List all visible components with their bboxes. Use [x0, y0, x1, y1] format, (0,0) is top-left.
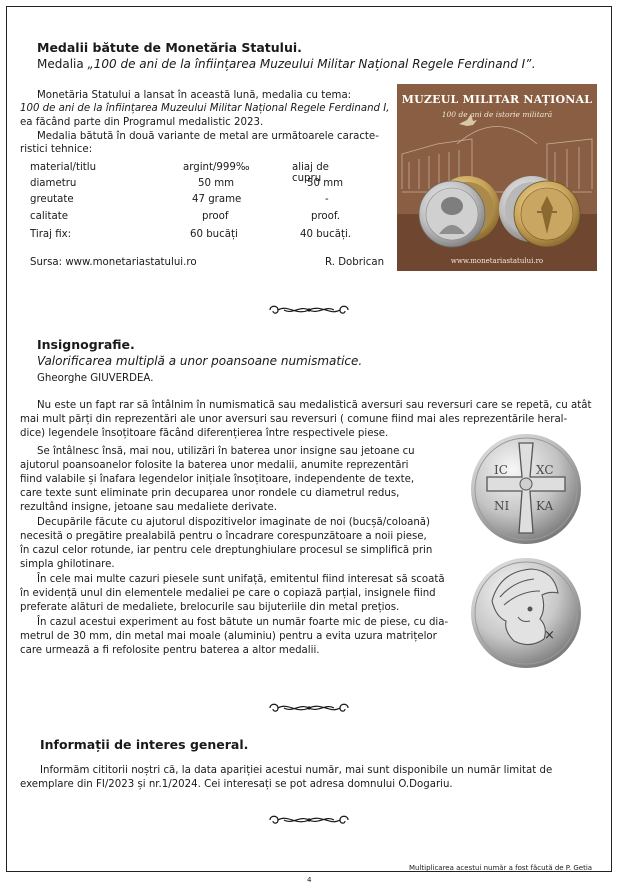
section1-title: Medalii bătute de Monetăria Statului. [37, 40, 302, 55]
info-line: exemplare din FI/2023 și nr.1/2024. Cei interesați se pot adresa domnului O.Dogariu. [20, 779, 453, 790]
body-line: care urmează a fi refolosite pentru baterea a altor medalii. [20, 645, 320, 656]
info-line: Informăm cititorii noștri că, la data apariției acestui număr, mai sunt disponibile un număr limitat de [40, 765, 553, 776]
spec-silver: argint/999‰ [183, 162, 250, 173]
subtitle-prefix: Medalia [37, 57, 88, 71]
intro-line: Monetăria Statului a lansat în această lună, medalia cu tema: [37, 90, 352, 101]
spec-silver: 47 grame [192, 194, 242, 205]
spec-label: material/titlu [30, 162, 97, 173]
spec-label: calitate [30, 211, 69, 222]
body-line: metrul de 30 mm, din metal mai moale (aluminiu) pentru a evita uzura matrițelor [20, 631, 437, 642]
body-line: dice) legendele însoțitoare făcând diferențierea între respectivele piese. [20, 428, 389, 439]
spec-silver: 60 bucăți [190, 229, 238, 240]
museum-medal-image [397, 84, 597, 271]
spec-row [30, 194, 360, 207]
spec-silver: proof [202, 211, 229, 222]
spec-copper: 50 mm [307, 178, 344, 189]
footer-note: Multiplicarea acestui număr a fost făcută de P. Getia [409, 864, 593, 872]
section3-title: Informații de interes general. [40, 737, 249, 752]
section2-subtitle: Valorificarea multiplă a unor poansoane numismatice. [37, 354, 363, 368]
section2-author: Gheorghe GIUVERDEA. [37, 373, 154, 384]
subtitle-suffix: . [531, 57, 536, 71]
spec-copper: aliaj de cupru [292, 162, 329, 184]
spec-row [30, 211, 360, 224]
ornament-divider [266, 303, 352, 317]
subtitle-italic: „100 de ani de la înființarea Muzeului Militar Național Regele Ferdinand I” [87, 57, 532, 71]
spec-copper: proof. [311, 211, 340, 222]
body-line: simpla ghilotinare. [20, 559, 115, 570]
spec-copper: - [325, 194, 329, 205]
spec-silver: 50 mm [198, 178, 235, 189]
coin-letters-ni: NI [494, 499, 510, 513]
body-line: În cazul acestui experiment au fost bătute un număr foarte mic de piese, cu dia- [37, 617, 449, 628]
body-line: necesită o pregătire prealabilă pentru o încadrare corespunzătoare a noii piese, [20, 531, 427, 542]
image-subtitle: 100 de ani de istorie militară [441, 110, 553, 119]
coin-letters-ic: IC [494, 463, 508, 477]
author-name: R. Dobrican [325, 257, 385, 268]
body-line: Se întâlnesc însă, mai nou, utilizări în baterea unor insigne sau jetoane cu [37, 446, 415, 457]
ornament-divider [266, 701, 352, 715]
intro-line: 100 de ani de la înființarea Muzeului Militar Național Regele Ferdinand I, [20, 103, 390, 114]
helmet-coin-illustration [470, 557, 582, 669]
coin-letters-xc: XC [536, 463, 554, 477]
body-line: rezultând insigne, jetoane sau medaliete derivate. [20, 502, 277, 513]
page-number: 4 [307, 876, 312, 884]
body-line: mai mult părți din reprezentări ale unor aversuri sau reversuri ( comune fiind mai ales reprezentările heral- [20, 414, 568, 425]
coin-letters-ka: KA [536, 499, 554, 513]
ornament-divider [266, 813, 352, 827]
section1-subtitle [37, 57, 535, 71]
source-line: Sursa: www.monetariastatului.ro [30, 257, 197, 268]
body-line: ajutorul poansoanelor folosite la baterea unor medalii, anumite reprezentări [20, 460, 409, 471]
spec-row [30, 229, 360, 242]
spec-label: greutate [30, 194, 74, 205]
body-line: preferate alături de medaliete, brelocurile sau bijuteriile din metal prețios. [20, 602, 400, 613]
section2-title: Insignografie. [37, 337, 135, 352]
body-line: În cele mai multe cazuri piesele sunt unifață, emitentul fiind interesat să scoată [37, 574, 445, 585]
body-line: fiind valabile și înafara legendelor inițiale însoțitoare, independente de texte, [20, 474, 415, 485]
cross-coin-photo [470, 433, 582, 545]
intro-line: ristici tehnice: [20, 144, 93, 155]
body-line: Decupările făcute cu ajutorul dispozitivelor imaginate de noi (bucșă/coloană) [37, 517, 431, 528]
body-line: Nu este un fapt rar să întâlnim în numismatică sau medalistică aversuri sau reversuri care se repetă, cu atât [37, 400, 592, 411]
body-line: în cazul celor rotunde, iar pentru cele dreptunghiulare procesul se simplifică prin [20, 545, 433, 556]
intro-line: Medalia bătută în două variante de metal are următoarele caracte- [37, 131, 379, 142]
spec-copper: 40 bucăți. [300, 229, 352, 240]
image-title: MUZEUL MILITAR NAȚIONAL [401, 93, 593, 106]
body-line: care texte sunt eliminate prin decuparea unor rondele cu diametrul redus, [20, 488, 400, 499]
spec-label: diametru [30, 178, 77, 189]
image-url: www.monetariastatului.ro [450, 257, 544, 265]
coin-mark-x: × [544, 628, 555, 643]
cross-coin-illustration [470, 433, 582, 545]
spec-row [30, 178, 360, 191]
intro-line: ea făcând parte din Programul medalistic 2023. [20, 117, 264, 128]
spec-label: Tiraj fix: [30, 229, 72, 240]
helmet-coin-photo [470, 557, 582, 669]
body-line: în evidență unul din elementele medaliei pe care o copiază parțial, insignele fiind [20, 588, 436, 599]
